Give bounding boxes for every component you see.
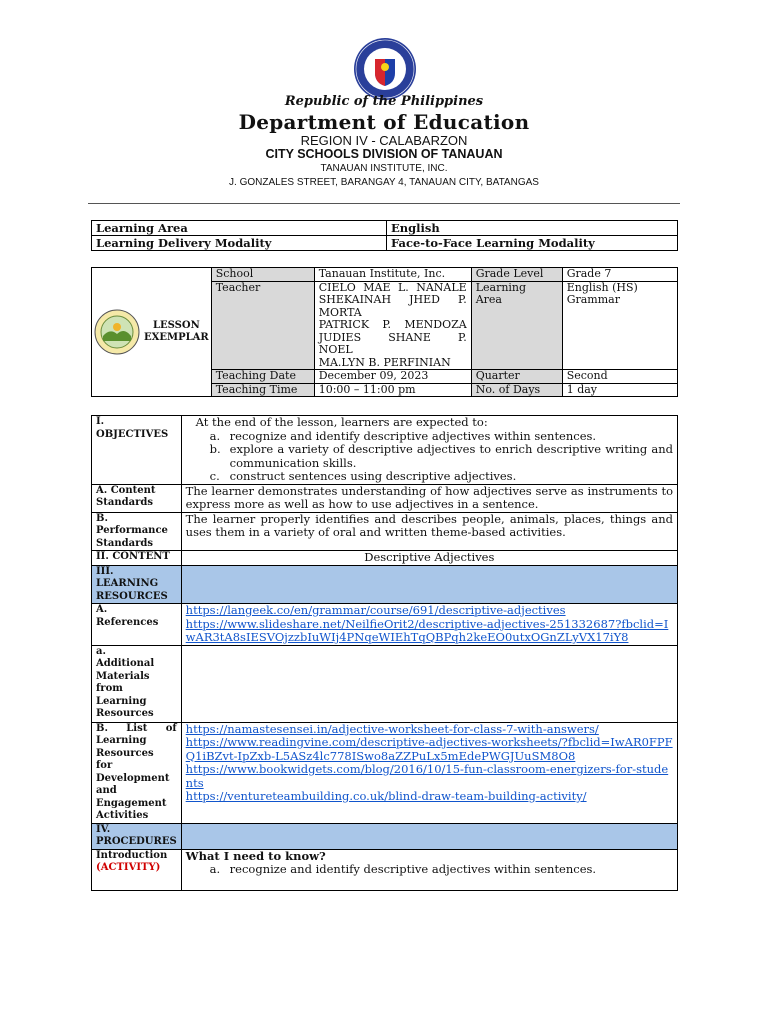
lesson-exemplar-cell bbox=[92, 268, 212, 397]
label-line: Learning bbox=[96, 695, 147, 707]
teaching-date-label: Teaching Date bbox=[211, 370, 314, 384]
objectives-cell bbox=[181, 416, 677, 485]
learning-area-info-value-line: English (HS) bbox=[566, 280, 638, 294]
learning-area-info-label-line: Area bbox=[475, 293, 502, 306]
label-line: from bbox=[96, 683, 123, 694]
label-line: Introduction bbox=[96, 849, 168, 861]
learning-resources-label bbox=[92, 565, 182, 604]
activity-link[interactable]: https://namastesensei.in/adjective-worksheet-for-class-7-with-answers/ bbox=[185, 721, 599, 736]
performance-standards-text: The learner properly identifies and describes people, animals, places, things and uses them in a variety of oral and written theme-based activities. bbox=[181, 512, 677, 551]
label-line: A. Content bbox=[96, 484, 156, 496]
modality-label: Learning Delivery Modality bbox=[92, 236, 387, 251]
exemplar-label: EXEMPLAR bbox=[144, 332, 209, 343]
label-line: Activities bbox=[96, 810, 149, 821]
modality-value: Face-to-Face Learning Modality bbox=[387, 236, 678, 251]
teacher-name: PATRICK P. MENDOZA bbox=[318, 318, 467, 331]
label-line: Standards bbox=[96, 537, 153, 549]
list-marker: a. bbox=[209, 428, 221, 443]
list-item bbox=[186, 863, 673, 877]
teacher-names bbox=[314, 281, 471, 370]
content-label: II. CONTENT bbox=[92, 551, 182, 566]
deped-seal-icon bbox=[353, 37, 417, 101]
grade-level-value: Grade 7 bbox=[562, 268, 677, 282]
label-line: Resources bbox=[96, 747, 154, 759]
division-heading: CITY SCHOOLS DIVISION OF TANAUAN bbox=[265, 147, 503, 161]
learning-area-info-label bbox=[471, 281, 562, 370]
grade-level-label: Grade Level bbox=[471, 268, 562, 282]
procedures-band bbox=[181, 823, 677, 849]
activities-resources-cell bbox=[181, 722, 677, 823]
learning-area-info-value bbox=[562, 281, 677, 370]
label-line: A. bbox=[96, 604, 108, 615]
objectives-label-line: OBJECTIVES bbox=[96, 428, 169, 440]
teaching-date-value: December 09, 2023 bbox=[314, 370, 471, 384]
school-value: Tanauan Institute, Inc. bbox=[314, 268, 471, 282]
learning-resources-band bbox=[181, 565, 677, 604]
label-line: RESOURCES bbox=[96, 590, 168, 602]
teaching-time-label: Teaching Time bbox=[211, 383, 314, 397]
objective-text: construct sentences using descriptive adjectives. bbox=[229, 469, 517, 483]
label-line: Performance bbox=[96, 525, 168, 536]
header-divider bbox=[88, 203, 680, 204]
introduction-item-text: recognize and identify descriptive adjectives within sentences. bbox=[229, 862, 597, 876]
introduction-label bbox=[92, 849, 182, 890]
quarter-label: Quarter bbox=[471, 370, 562, 384]
quarter-value: Second bbox=[562, 370, 677, 384]
activity-link[interactable]: https://ventureteambuilding.co.uk/blind-draw-team-building-activity/ bbox=[185, 789, 587, 803]
learning-area-info-value-line: Grammar bbox=[566, 293, 620, 306]
label-line: III. bbox=[96, 565, 114, 577]
summary-table bbox=[91, 220, 678, 251]
activities-resources-label bbox=[92, 722, 182, 823]
performance-standards-label bbox=[92, 512, 182, 551]
content-standards-label bbox=[92, 484, 182, 512]
teacher-label: Teacher bbox=[211, 281, 314, 370]
objective-text: recognize and identify descriptive adjectives within sentences. bbox=[229, 428, 597, 443]
additional-materials-label bbox=[92, 645, 182, 722]
introduction-heading: What I need to know? bbox=[185, 848, 326, 863]
label-line: for bbox=[96, 760, 113, 771]
learning-area-value: English bbox=[387, 221, 678, 236]
region-heading: REGION IV - CALABARZON bbox=[300, 133, 468, 148]
teaching-time-value: 10:00 – 11:00 pm bbox=[314, 383, 471, 397]
references-label bbox=[92, 604, 182, 646]
label-line: a. bbox=[96, 645, 106, 657]
activity-tag: (ACTIVITY) bbox=[96, 862, 161, 873]
lesson-info-table bbox=[91, 267, 678, 397]
introduction-cell bbox=[181, 849, 677, 890]
objectives-label bbox=[92, 416, 182, 485]
label-line: Learning bbox=[96, 735, 147, 746]
activity-link[interactable]: https://www.bookwidgets.com/blog/2016/10/15-fun-classroom-energizers-for-students bbox=[185, 762, 669, 790]
school-logo-icon bbox=[94, 309, 140, 355]
institution-name: TANAUAN INSTITUTE, INC. bbox=[320, 163, 448, 174]
lesson-label: LESSON bbox=[152, 320, 200, 331]
label-line: Engagement bbox=[96, 797, 167, 809]
objectives-list bbox=[186, 430, 673, 484]
references-cell bbox=[181, 604, 677, 646]
label-line: PROCEDURES bbox=[96, 836, 177, 847]
institution-address: J. GONZALES STREET, BARANGAY 4, TANAUAN CITY, BATANGAS bbox=[229, 177, 539, 188]
teacher-name: SHEKAINAH JHED P. bbox=[318, 293, 467, 306]
label-line: B. bbox=[96, 512, 108, 524]
teacher-name: MORTA bbox=[318, 305, 362, 319]
list-item bbox=[209, 442, 673, 470]
republic-heading: Republic of the Philippines bbox=[284, 94, 484, 109]
label-line: Resources bbox=[96, 708, 154, 719]
teacher-name: NOEL bbox=[318, 343, 353, 356]
label-line: Standards bbox=[96, 497, 153, 508]
label-line: References bbox=[96, 616, 159, 628]
label-line: B. List of bbox=[96, 722, 177, 734]
reference-link[interactable]: https://langeek.co/en/grammar/course/691/descriptive-adjectives bbox=[185, 603, 566, 617]
label-line: IV. bbox=[96, 823, 111, 835]
list-marker: a. bbox=[209, 862, 221, 876]
list-item bbox=[209, 428, 673, 444]
label-line: LEARNING bbox=[96, 578, 159, 589]
content-value: Descriptive Adjectives bbox=[181, 551, 677, 566]
objective-text: explore a variety of descriptive adjectives to enrich descriptive writing and communication skills. bbox=[229, 442, 673, 470]
teacher-name: CIELO MAE L. NANALE bbox=[318, 280, 467, 294]
lesson-plan-table bbox=[91, 415, 678, 891]
content-standards-text: The learner demonstrates understanding of how adjectives serve as instruments to express more as well as how to use adjectives in a sentence. bbox=[181, 484, 677, 512]
learning-area-info-label-line: Learning bbox=[475, 280, 527, 294]
days-label: No. of Days bbox=[471, 383, 562, 397]
objectives-label-line: I. bbox=[96, 416, 105, 427]
label-line: Development bbox=[96, 772, 170, 784]
additional-materials-cell bbox=[181, 645, 677, 722]
objectives-intro: At the end of the lesson, learners are expected to: bbox=[195, 415, 488, 429]
list-marker: b. bbox=[209, 442, 221, 456]
teacher-name: JUDIES SHANE P. bbox=[318, 330, 467, 344]
days-value: 1 day bbox=[562, 383, 677, 397]
list-marker: c. bbox=[209, 469, 220, 483]
activity-link[interactable]: https://www.readingvine.com/descriptive-adjectives-worksheets/?fbclid=IwAR0FPFQ1iBZvt-IpZxb-L5ASz4lc778ISwo8aZZPuLx5mEdePWGJUuSM8O8 bbox=[185, 735, 673, 763]
procedures-label bbox=[92, 823, 182, 849]
department-heading: Department of Education bbox=[238, 110, 530, 134]
label-line: and bbox=[96, 785, 117, 796]
label-line: Additional bbox=[96, 658, 155, 669]
teacher-name: MA.LYN B. PERFINIAN bbox=[318, 355, 451, 369]
school-label: School bbox=[211, 268, 314, 282]
label-line: Materials bbox=[96, 670, 150, 682]
list-item bbox=[209, 469, 673, 484]
reference-link[interactable]: https://www.slideshare.net/NeilfieOrit2/descriptive-adjectives-251332687?fbclid=IwAR3tA8sIESVOjzzbIuWIj4PNqeWIEhTqQBPqh2keEO0utxOGnZLyVX17iY8 bbox=[185, 616, 669, 644]
learning-area-label: Learning Area bbox=[92, 221, 387, 236]
